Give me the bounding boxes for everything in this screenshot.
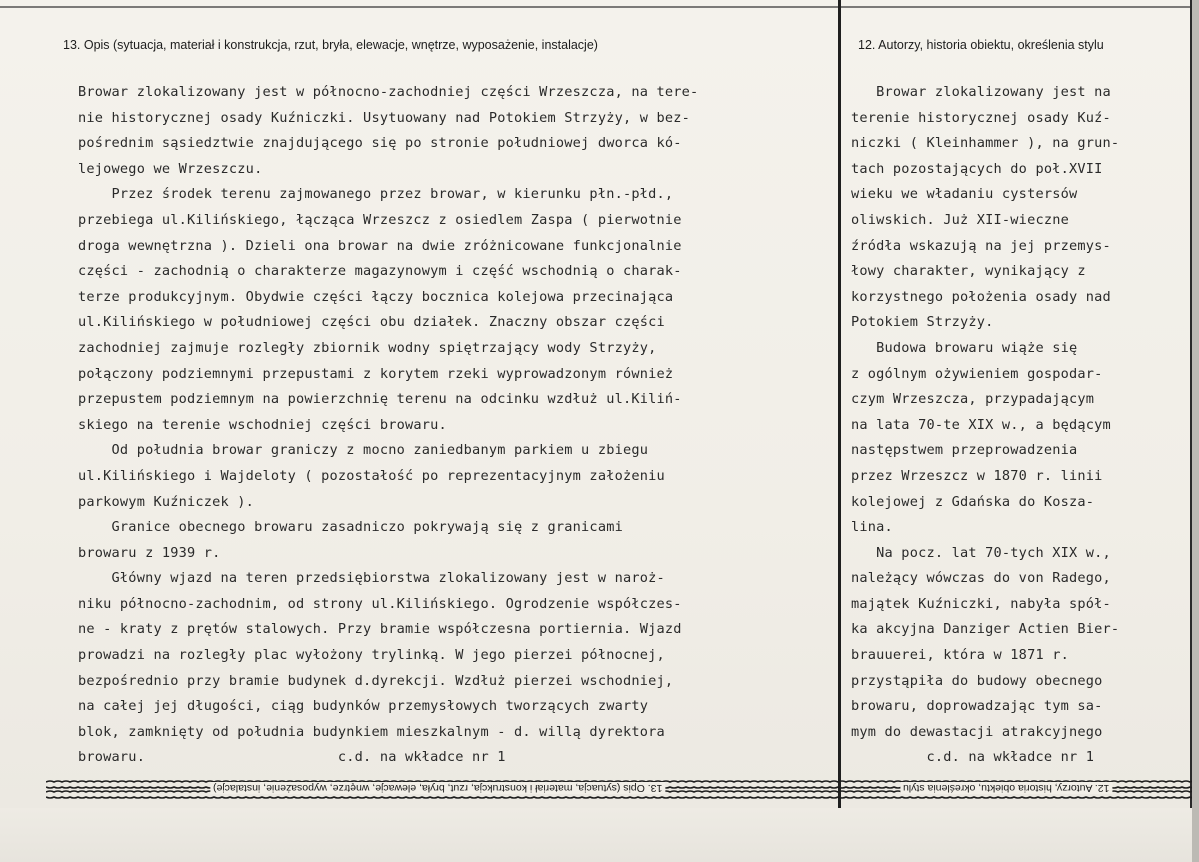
history-line: c.d. na wkładce nr 1 xyxy=(851,749,1095,766)
history-line: oliwskich. Już XII-wieczne xyxy=(851,211,1069,228)
description-line: Browar zlokalizowany jest w północno-zachodniej części Wrzeszcza, na tere- xyxy=(78,84,699,100)
description-line: Granice obecnego browaru zasadniczo pokrywają się z granicami xyxy=(78,519,623,536)
top-rule xyxy=(0,6,1199,8)
section-13-header: 13. Opis (sytuacja, materiał i konstrukcja, rzut, bryła, elewacje, wnętrze, wyposażenie, instalacje) xyxy=(63,38,598,52)
bottom-margin xyxy=(0,808,1192,862)
history-line: kolejowej z Gdańska do Kosza- xyxy=(851,493,1095,510)
history-line: Na pocz. lat 70-tych XIX w., xyxy=(851,544,1111,561)
description-line: blok, zamknięty od południa budynkiem mieszkalnym - d. willą dyrektora xyxy=(78,723,665,740)
description-line: pośrednim sąsiedztwie znajdującego się po stronie południowej dworca kó- xyxy=(78,135,682,152)
history-line: następstwem przeprowadzenia xyxy=(851,442,1078,459)
paper-edge xyxy=(1192,0,1199,862)
history-line: brauuerei, która w 1871 r. xyxy=(851,647,1069,664)
description-line: przepustem podziemnym na powierzchnię terenu na odcinku wzdłuż ul.Kiliń- xyxy=(78,391,682,408)
history-line: majątek Kuźniczki, nabyła spół- xyxy=(851,595,1111,612)
history-line: należący wówczas do von Radego, xyxy=(851,570,1111,587)
description-line: lejowego we Wrzeszczu. xyxy=(78,160,263,177)
history-text xyxy=(851,80,1119,771)
history-line: źródła wskazują na jej przemys- xyxy=(851,237,1111,254)
history-line: tach pozostających do poł.XVII xyxy=(851,160,1103,177)
history-line: łowy charakter, wynikający z xyxy=(851,263,1086,280)
section-12-header: 12. Autorzy, historia obiektu, określenia stylu xyxy=(858,38,1104,52)
footer-mirrored-label-12: 12. Autorzy, historia obiektu, określenia stylu xyxy=(900,782,1112,794)
description-line: nie historycznej osady Kuźniczki. Usytuowany nad Potokiem Strzyży, w bez- xyxy=(78,109,691,126)
description-line: połączony podziemnymi przepustami z korytem rzeki wyprowadzonym również xyxy=(78,365,674,382)
description-line: droga wewnętrzna ). Dzieli ona browar na dwie zróżnicowane funkcjonalnie xyxy=(78,237,682,254)
description-line: browaru z 1939 r. xyxy=(78,544,221,561)
history-line: korzystnego położenia osady nad xyxy=(851,288,1111,305)
history-line: terenie historycznej osady Kuź- xyxy=(851,109,1111,126)
history-line: przystąpiła do budowy obecnego xyxy=(851,672,1103,689)
description-line: parkowym Kuźniczek ). xyxy=(78,493,255,510)
history-line: Budowa browaru wiąże się xyxy=(851,339,1078,356)
description-line: ul.Kilińskiego w południowej części obu działek. Znaczny obszar części xyxy=(78,314,665,331)
history-line: wieku we władaniu cystersów xyxy=(851,186,1078,203)
description-line: zachodniej zajmuje rozległy zbiornik wodny spiętrzający wody Strzyży, xyxy=(78,339,657,356)
footer-mirrored-label-13: 13. Opis (sytuacja, materiał i konstrukcja, rzut, bryła, elewacje, wnętrze, wyposażenie, instalacje) xyxy=(210,782,665,794)
description-line: Przez środek terenu zajmowanego przez browar, w kierunku płn.-płd., xyxy=(78,186,674,203)
description-line: ul.Kilińskiego i Wajdeloty ( pozostałość po reprezentacyjnym założeniu xyxy=(78,467,665,484)
description-line: ne - kraty z prętów stalowych. Przy bramie współczesna portiernia. Wjazd xyxy=(78,621,682,638)
history-line: ka akcyjna Danziger Actien Bier- xyxy=(851,621,1120,638)
description-line: na całej jej długości, ciąg budynków przemysłowych tworzących zwarty xyxy=(78,698,649,715)
history-line: z ogólnym ożywieniem gospodar- xyxy=(851,365,1103,382)
description-line: skiego na terenie wschodniej części browaru. xyxy=(78,416,447,433)
description-text xyxy=(78,80,698,771)
description-line: prowadzi na rozległy plac wyłożony trylinką. W jego pierzei północnej, xyxy=(78,647,665,664)
description-line: bezpośrednio przy bramie budynek d.dyrekcji. Wzdłuż pierzei wschodniej, xyxy=(78,672,674,689)
description-line: części - zachodnią o charakterze magazynowym i część wschodnią o charak- xyxy=(78,263,682,280)
history-line: niczki ( Kleinhammer ), na grun- xyxy=(851,135,1120,152)
description-line: Od południa browar graniczy z mocno zaniedbanym parkiem u zbiegu xyxy=(78,442,649,459)
history-line: na lata 70-te XIX w., a będącym xyxy=(851,416,1111,433)
description-line: Główny wjazd na teren przedsiębiorstwa zlokalizowany jest w naroż- xyxy=(78,570,665,587)
history-line: browaru, doprowadzając tym sa- xyxy=(851,698,1103,715)
column-divider xyxy=(838,0,841,808)
history-line: lina. xyxy=(851,519,893,536)
history-line: przez Wrzeszcz w 1870 r. linii xyxy=(851,467,1103,484)
history-line: czym Wrzeszcza, przypadającym xyxy=(851,391,1095,408)
description-line: browaru. c.d. na wkładce nr 1 xyxy=(78,749,506,766)
history-line: Potokiem Strzyży. xyxy=(851,314,994,331)
description-line: niku północno-zachodnim, od strony ul.Kilińskiego. Ogrodzenie współczes- xyxy=(78,595,682,612)
history-line: mym do dewastacji atrakcyjnego xyxy=(851,723,1103,740)
description-line: przebiega ul.Kilińskiego, łącząca Wrzeszcz z osiedlem Zaspa ( pierwotnie xyxy=(78,211,682,228)
description-line: terze produkcyjnym. Obydwie części łączy bocznica kolejowa przecinająca xyxy=(78,288,674,305)
history-line: Browar zlokalizowany jest na xyxy=(851,84,1111,100)
wave-line xyxy=(46,797,1192,798)
